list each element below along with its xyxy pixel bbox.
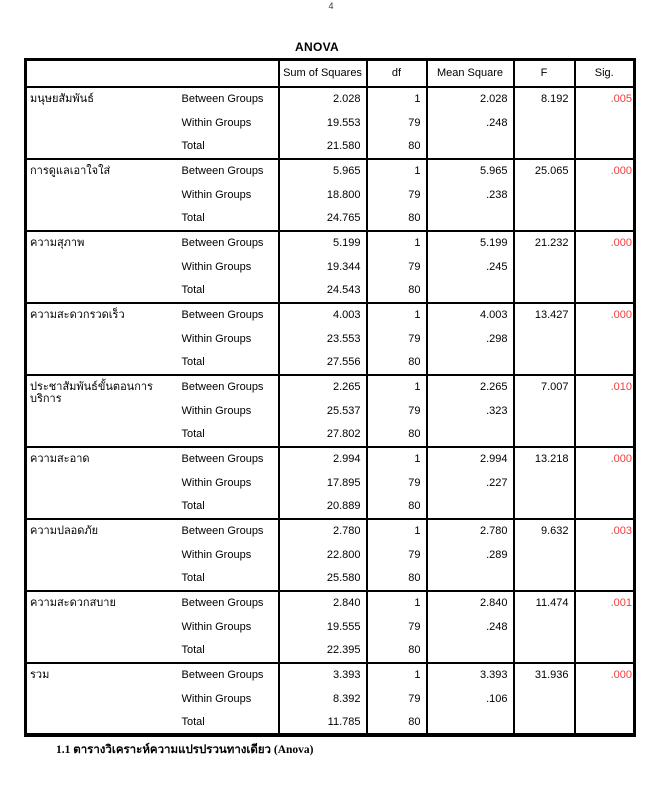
row-type-label: Total	[181, 715, 205, 728]
df-value: 1	[367, 663, 427, 687]
sig-value: .000	[575, 231, 635, 255]
f-value	[514, 567, 575, 591]
f-value: 7.007	[514, 375, 575, 399]
f-value	[514, 207, 575, 231]
df-value: 1	[367, 303, 427, 327]
mean-square-value: .227	[427, 471, 514, 495]
row-type-label: Total	[181, 500, 205, 512]
sig-value	[575, 351, 635, 375]
mean-square-value: 2.994	[427, 447, 514, 471]
sum-of-squares-value: 20.889	[279, 495, 367, 519]
sum-of-squares-value: 19.344	[279, 255, 367, 279]
row-type-label: Total	[181, 428, 205, 440]
sum-of-squares-value: 25.537	[279, 399, 367, 423]
row-type-label: Between Groups	[180, 447, 279, 471]
mean-square-value: .238	[427, 183, 514, 207]
mean-square-value: .248	[427, 111, 514, 135]
sum-of-squares-value: 2.265	[279, 375, 367, 399]
df-value: 1	[367, 87, 427, 111]
df-value: 79	[367, 111, 427, 135]
anova-row	[26, 231, 635, 255]
sum-of-squares-value: 2.994	[279, 447, 367, 471]
f-value	[514, 687, 575, 711]
mean-square-value: .245	[427, 255, 514, 279]
row-type-label: Total	[181, 140, 205, 152]
sig-value: .000	[575, 303, 635, 327]
sig-value	[575, 135, 635, 159]
sig-value	[575, 567, 635, 591]
anova-table	[24, 58, 636, 737]
col-header-f: F	[514, 60, 575, 87]
col-header-sig: Sig.	[575, 60, 635, 87]
df-value: 80	[367, 567, 427, 591]
row-type-label: Total	[181, 212, 205, 224]
sum-of-squares-value: 2.780	[279, 519, 367, 543]
f-value	[514, 327, 575, 351]
sum-of-squares-value: 11.785	[279, 711, 367, 735]
f-value	[514, 543, 575, 567]
df-value: 79	[367, 615, 427, 639]
sum-of-squares-value: 3.393	[279, 663, 367, 687]
sig-value: .000	[575, 447, 635, 471]
mean-square-value	[427, 351, 514, 375]
row-type-label: Between Groups	[180, 303, 279, 327]
row-type-label: Between Groups	[180, 159, 279, 183]
mean-square-value: 3.393	[427, 663, 514, 687]
df-value: 1	[367, 447, 427, 471]
sum-of-squares-value: 23.553	[279, 327, 367, 351]
mean-square-value: 5.199	[427, 231, 514, 255]
sig-value: .003	[575, 519, 635, 543]
f-value	[514, 351, 575, 375]
f-value	[514, 423, 575, 447]
row-type-label: Within Groups	[181, 692, 252, 705]
sum-of-squares-value: 5.199	[279, 231, 367, 255]
f-value	[514, 471, 575, 495]
row-type-label: Total	[181, 356, 205, 368]
anova-row	[26, 303, 635, 327]
df-value: 1	[367, 231, 427, 255]
row-type-label: Within Groups	[181, 116, 252, 129]
mean-square-value: 2.028	[427, 87, 514, 111]
sum-of-squares-value: 24.765	[279, 207, 367, 231]
sig-value	[575, 639, 635, 663]
sig-value: .000	[575, 159, 635, 183]
f-value: 31.936	[514, 663, 575, 687]
sig-value	[575, 399, 635, 423]
header-empty-cell	[26, 60, 279, 87]
row-type-label: Between Groups	[180, 663, 279, 687]
sum-of-squares-value: 22.395	[279, 639, 367, 663]
sig-value	[575, 471, 635, 495]
f-value	[514, 399, 575, 423]
row-type-label: Within Groups	[181, 476, 252, 489]
sum-of-squares-value: 17.895	[279, 471, 367, 495]
mean-square-value	[427, 207, 514, 231]
sig-value	[575, 687, 635, 711]
f-value: 9.632	[514, 519, 575, 543]
row-type-label: Within Groups	[181, 548, 252, 561]
sig-value	[575, 279, 635, 303]
df-value: 1	[367, 375, 427, 399]
f-value	[514, 111, 575, 135]
df-value: 80	[367, 135, 427, 159]
f-value	[514, 639, 575, 663]
variable-label: การดูแลเอาใจใส่	[26, 159, 180, 231]
df-value: 80	[367, 495, 427, 519]
mean-square-value: 2.840	[427, 591, 514, 615]
sig-value	[575, 615, 635, 639]
mean-square-value	[427, 423, 514, 447]
df-value: 80	[367, 423, 427, 447]
sig-value	[575, 327, 635, 351]
f-value: 13.427	[514, 303, 575, 327]
mean-square-value	[427, 711, 514, 735]
sum-of-squares-value: 2.840	[279, 591, 367, 615]
header-row	[26, 60, 635, 87]
mean-square-value: .298	[427, 327, 514, 351]
df-value: 80	[367, 279, 427, 303]
sig-value	[575, 255, 635, 279]
row-type-label: Between Groups	[180, 375, 279, 399]
anova-row	[26, 663, 635, 687]
f-value: 11.474	[514, 591, 575, 615]
mean-square-value	[427, 639, 514, 663]
f-value	[514, 135, 575, 159]
row-type-label: Between Groups	[180, 87, 279, 111]
anova-row	[26, 375, 635, 399]
mean-square-value: 5.965	[427, 159, 514, 183]
f-value: 21.232	[514, 231, 575, 255]
df-value: 80	[367, 639, 427, 663]
sig-value: .001	[575, 591, 635, 615]
sum-of-squares-value: 4.003	[279, 303, 367, 327]
f-value: 25.065	[514, 159, 575, 183]
variable-label: ความปลอดภัย	[26, 519, 180, 591]
mean-square-value	[427, 135, 514, 159]
mean-square-value	[427, 567, 514, 591]
sum-of-squares-value: 2.028	[279, 87, 367, 111]
mean-square-value: 2.265	[427, 375, 514, 399]
sig-value	[575, 711, 635, 735]
page-number: 4	[328, 1, 334, 11]
sig-value	[575, 207, 635, 231]
mean-square-value	[427, 279, 514, 303]
f-value	[514, 255, 575, 279]
df-value: 79	[367, 543, 427, 567]
mean-square-value: .106	[427, 687, 514, 711]
anova-row	[26, 519, 635, 543]
sum-of-squares-value: 5.965	[279, 159, 367, 183]
sum-of-squares-value: 18.800	[279, 183, 367, 207]
row-type-label: Within Groups	[181, 332, 252, 345]
variable-label: ความสะอาด	[26, 447, 180, 519]
df-value: 1	[367, 159, 427, 183]
row-type-label: Total	[181, 284, 205, 296]
sig-value: .000	[575, 663, 635, 687]
row-type-label: Within Groups	[181, 404, 252, 417]
variable-label: รวม	[26, 663, 180, 735]
sig-value	[575, 111, 635, 135]
anova-table-title: ANOVA	[295, 40, 339, 54]
row-type-label: Between Groups	[180, 519, 279, 543]
mean-square-value: .289	[427, 543, 514, 567]
variable-label: ความสะดวกสบาย	[26, 591, 180, 663]
row-type-label: Between Groups	[180, 591, 279, 615]
col-header-sum-of-squares: Sum of Squares	[279, 60, 367, 87]
df-value: 80	[367, 711, 427, 735]
f-value: 8.192	[514, 87, 575, 111]
anova-table-header	[26, 60, 635, 87]
sum-of-squares-value: 19.555	[279, 615, 367, 639]
variable-label: ประชาสัมพันธ์ขั้นตอนการบริการ	[26, 375, 180, 447]
anova-table-body	[26, 87, 635, 735]
row-type-label: Total	[181, 572, 205, 584]
sig-value	[575, 495, 635, 519]
f-value	[514, 711, 575, 735]
mean-square-value: .248	[427, 615, 514, 639]
row-type-label: Within Groups	[181, 260, 252, 273]
df-value: 79	[367, 183, 427, 207]
f-value: 13.218	[514, 447, 575, 471]
mean-square-value: 2.780	[427, 519, 514, 543]
df-value: 79	[367, 399, 427, 423]
df-value: 79	[367, 327, 427, 351]
sum-of-squares-value: 19.553	[279, 111, 367, 135]
col-header-df: df	[367, 60, 427, 87]
variable-label: มนุษยสัมพันธ์	[26, 87, 180, 159]
sum-of-squares-value: 21.580	[279, 135, 367, 159]
mean-square-value: .323	[427, 399, 514, 423]
sum-of-squares-value: 8.392	[279, 687, 367, 711]
f-value	[514, 183, 575, 207]
sig-value: .005	[575, 87, 635, 111]
row-type-label: Within Groups	[181, 620, 252, 633]
anova-row	[26, 447, 635, 471]
sig-value: .010	[575, 375, 635, 399]
anova-row	[26, 87, 635, 111]
anova-row	[26, 591, 635, 615]
anova-row	[26, 159, 635, 183]
sig-value	[575, 183, 635, 207]
df-value: 80	[367, 351, 427, 375]
sum-of-squares-value: 22.800	[279, 543, 367, 567]
row-type-label: Total	[181, 644, 205, 656]
table-caption: 1.1 ตารางวิเคราะห์ความแปรปรวนทางเดียว (Anova)	[56, 744, 314, 756]
sum-of-squares-value: 25.580	[279, 567, 367, 591]
df-value: 1	[367, 519, 427, 543]
sum-of-squares-value: 27.556	[279, 351, 367, 375]
mean-square-value	[427, 495, 514, 519]
f-value	[514, 279, 575, 303]
variable-label: ความสะดวกรวดเร็ว	[26, 303, 180, 375]
df-value: 79	[367, 471, 427, 495]
col-header-mean-square: Mean Square	[427, 60, 514, 87]
sum-of-squares-value: 27.802	[279, 423, 367, 447]
row-type-label: Between Groups	[180, 231, 279, 255]
df-value: 1	[367, 591, 427, 615]
mean-square-value: 4.003	[427, 303, 514, 327]
sum-of-squares-value: 24.543	[279, 279, 367, 303]
df-value: 80	[367, 207, 427, 231]
f-value	[514, 615, 575, 639]
df-value: 79	[367, 255, 427, 279]
row-type-label: Within Groups	[181, 188, 252, 201]
variable-label: ความสุภาพ	[26, 231, 180, 303]
f-value	[514, 495, 575, 519]
sig-value	[575, 543, 635, 567]
df-value: 79	[367, 687, 427, 711]
sig-value	[575, 423, 635, 447]
